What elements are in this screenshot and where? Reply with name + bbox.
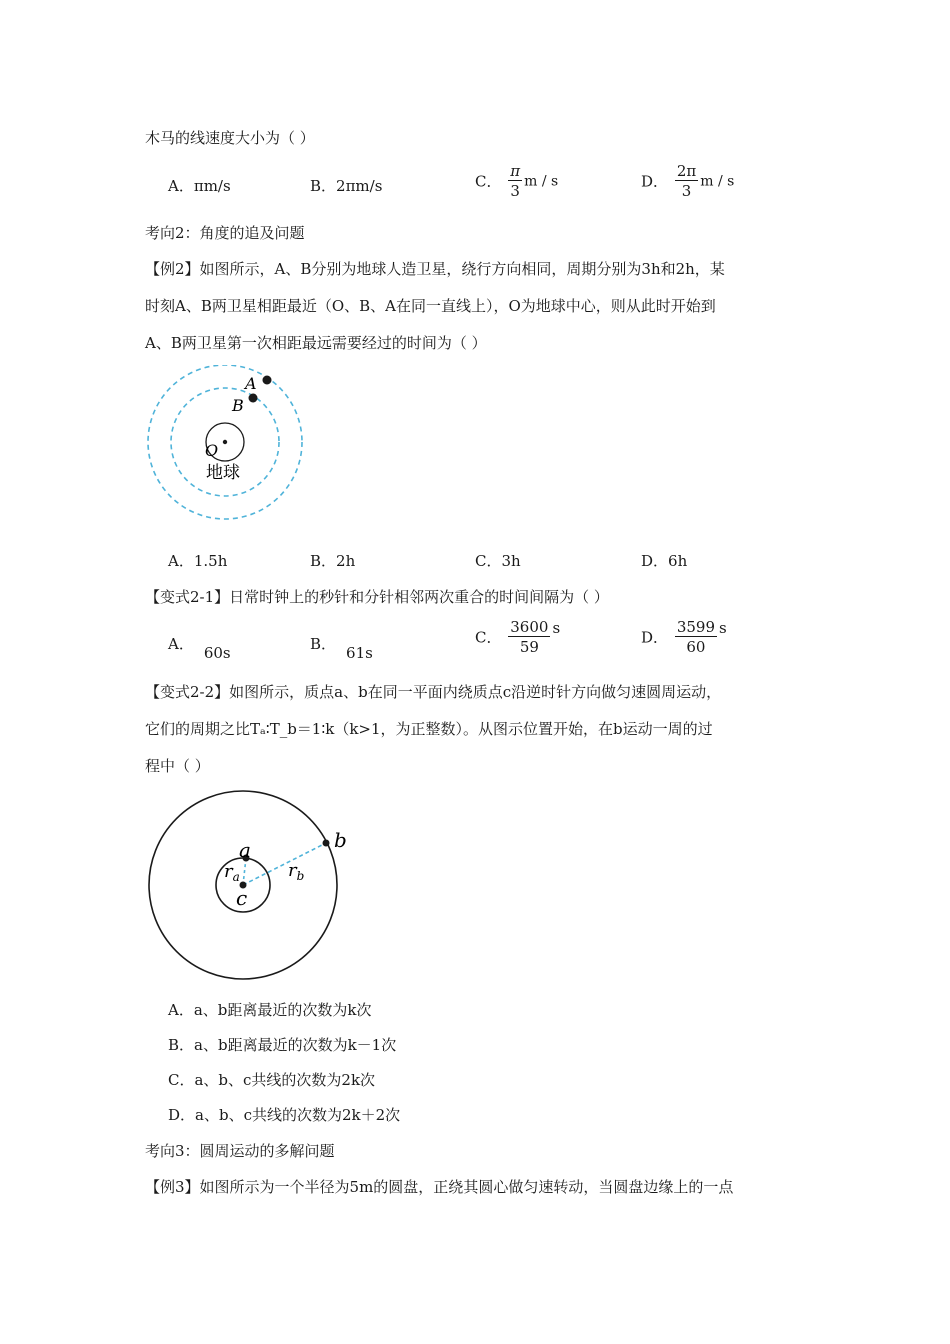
label-a: a: [239, 838, 251, 862]
option-c: C． $\frac{\pi}{3}$ m / s: [475, 162, 559, 200]
fraction: $\frac{\pi}{3}$: [510, 162, 521, 200]
section-heading: 考向3：圆周运动的多解问题: [145, 1142, 335, 1160]
circular-motion-figure: [140, 785, 365, 985]
satellite-orbit-figure: [140, 365, 315, 530]
option-d: D．6h: [641, 552, 688, 570]
option-d: D． $\frac{2\pi}{3}$ m / s: [641, 162, 735, 200]
option-b: B．a、b距离最近的次数为k－1次: [168, 1036, 397, 1054]
label-a: A: [245, 374, 257, 393]
option-b: B．2πm/s: [310, 177, 383, 195]
point-b-dot: [323, 840, 330, 847]
earth-center-dot: [223, 440, 227, 444]
example-text: 【例2】如图所示，A、B分别为地球人造卫星，绕行方向相同，周期分别为3h和2h，某: [145, 260, 725, 278]
label-rb: $r_b$: [288, 860, 305, 883]
fraction: $\frac{3600}{59}$: [510, 618, 549, 656]
label-c: c: [236, 886, 248, 910]
example-text: A、B两卫星第一次相距最远需要经过的时间为（ ）: [145, 334, 487, 352]
option-c: C．3h: [475, 552, 521, 570]
variant-text: 它们的周期之比Tₐ∶T_b＝1∶k（k>1，为正整数）。从图示位置开始，在b运动一周的过: [145, 720, 713, 738]
radius-b-line: [243, 843, 326, 885]
option-a: A．1.5h: [168, 552, 228, 570]
option-a: A． 60s: [168, 635, 231, 662]
fraction: $\frac{2\pi}{3}$: [676, 162, 697, 200]
option-d: D． $\frac{3599}{60}$ s: [641, 618, 727, 656]
question-stem: 木马的线速度大小为（ ）: [145, 129, 315, 147]
variant-text: 【变式2-2】如图所示，质点a、b在同一平面内绕质点c沿逆时针方向做匀速圆周运动，: [145, 683, 722, 701]
option-c: C．a、b、c共线的次数为2k次: [168, 1071, 376, 1089]
label-b: b: [334, 828, 347, 852]
option-a: A．a、b距离最近的次数为k次: [168, 1001, 372, 1019]
variant-text: 程中（ ）: [145, 757, 210, 775]
section-heading: 考向2：角度的追及问题: [145, 224, 305, 242]
satellite-a-dot: [263, 376, 272, 385]
option-b: B．2h: [310, 552, 356, 570]
option-a: A．πm/s: [168, 177, 231, 195]
satellite-b-dot: [249, 394, 258, 403]
label-o: O: [205, 441, 219, 460]
label-ra: $r_a$: [224, 861, 240, 884]
example-text: 时刻A、B两卫星相距最近（O、B、A在同一直线上），O为地球中心，则从此时开始到: [145, 297, 716, 315]
option-c: C． $\frac{3600}{59}$ s: [475, 618, 561, 656]
variant-text: 【变式2-1】日常时钟上的秒针和分针相邻两次重合的时间间隔为（ ）: [145, 588, 609, 606]
option-d: D．a、b、c共线的次数为2k＋2次: [168, 1106, 401, 1124]
fraction: $\frac{3599}{60}$: [676, 618, 715, 656]
example-text: 【例3】如图所示为一个半径为5m的圆盘，正绕其圆心做匀速转动，当圆盘边缘上的一点: [145, 1178, 734, 1196]
radius-a-line: [243, 858, 246, 885]
label-b: B: [232, 396, 244, 415]
label-earth: 地球: [206, 463, 240, 483]
option-b: B． 61s: [310, 635, 373, 662]
